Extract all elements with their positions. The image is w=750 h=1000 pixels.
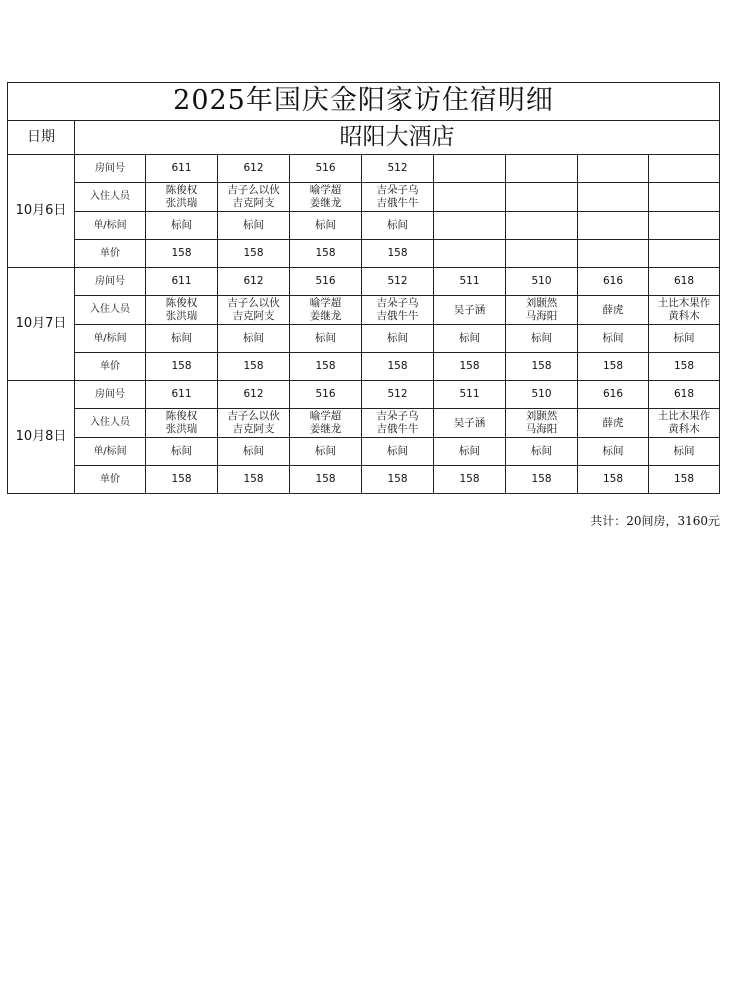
guest-name: 吉俄牛牛 (376, 423, 419, 435)
guest-names-cell (434, 409, 506, 438)
guest-names-cell (506, 409, 578, 438)
room-number-cell: 611 (146, 155, 218, 183)
room-type-cell: 标间 (434, 438, 506, 466)
room-type-row (8, 212, 720, 240)
guest-name: 姜继龙 (309, 197, 342, 209)
price-cell: 158 (290, 353, 362, 381)
day-date: 10月8日 (8, 381, 75, 494)
room-type-cell: 标间 (578, 438, 649, 466)
price-cell: 158 (146, 466, 218, 494)
guest-names-cell (434, 296, 506, 325)
room-number-row (8, 268, 720, 296)
room-type-cell: 标间 (434, 325, 506, 353)
guests-row (8, 183, 720, 212)
guest-name: 陈俊权 (165, 410, 198, 423)
guest-names-cell (146, 183, 218, 212)
row-label: 房间号 (75, 155, 146, 183)
room-type-cell: 标间 (578, 325, 649, 353)
price-cell: 158 (290, 240, 362, 268)
guest-name: 土比木果作 (657, 410, 711, 423)
room-number-cell (649, 155, 720, 183)
guest-name: 吉子么以伙 (227, 297, 280, 310)
guest-names-cell (290, 409, 362, 438)
room-number-cell (506, 155, 578, 183)
room-type-cell (434, 212, 506, 240)
room-number-cell: 512 (362, 381, 434, 409)
guest-names-cell (362, 183, 434, 212)
price-row (8, 353, 720, 381)
room-type-cell: 标间 (146, 325, 218, 353)
room-number-cell: 510 (506, 268, 578, 296)
day-date: 10月7日 (8, 268, 75, 381)
guest-name: 吉克阿支 (232, 423, 275, 435)
room-number-cell: 612 (218, 268, 290, 296)
room-number-cell (434, 155, 506, 183)
room-type-cell: 标间 (649, 438, 720, 466)
guest-name: 张洪瑞 (165, 310, 198, 322)
price-cell: 158 (506, 466, 578, 494)
guest-name: 马海阳 (525, 310, 558, 322)
guest-name: 薛虎 (602, 416, 624, 429)
guest-name: 喻学超 (309, 410, 342, 423)
row-label: 房间号 (75, 381, 146, 409)
row-label: 单/标间 (75, 212, 146, 240)
guest-name: 陈俊权 (165, 297, 198, 310)
guest-name: 张洪瑞 (165, 423, 198, 435)
guest-name: 吉克阿支 (232, 197, 275, 209)
guest-name: 薛虎 (602, 303, 624, 316)
guest-name: 马海阳 (525, 423, 558, 435)
guest-name: 吴子涵 (453, 303, 486, 316)
guest-name: 张洪瑞 (165, 197, 198, 209)
price-cell: 158 (434, 353, 506, 381)
guest-name: 黄科木 (668, 423, 700, 435)
guest-name: 刘颢然 (525, 297, 558, 310)
guest-names-cell (578, 409, 649, 438)
room-type-cell: 标间 (362, 325, 434, 353)
guest-name: 吉克阿支 (232, 310, 275, 322)
guest-names-cell (290, 183, 362, 212)
day-date: 10月6日 (8, 155, 75, 268)
guest-name: 黄科木 (668, 310, 700, 322)
room-number-cell: 611 (146, 381, 218, 409)
room-type-cell (649, 212, 720, 240)
price-cell: 158 (218, 240, 290, 268)
room-number-cell (578, 155, 649, 183)
hotel-name: 昭阳大酒店 (75, 121, 720, 155)
price-cell: 158 (362, 353, 434, 381)
guests-row (8, 296, 720, 325)
room-number-cell: 611 (146, 268, 218, 296)
guest-names-cell (649, 409, 720, 438)
row-label: 单/标间 (75, 325, 146, 353)
room-type-row (8, 325, 720, 353)
price-cell: 158 (362, 466, 434, 494)
guest-names-cell (578, 296, 649, 325)
room-type-cell: 标间 (146, 212, 218, 240)
guest-names-cell (649, 183, 720, 212)
room-type-cell: 标间 (218, 438, 290, 466)
guest-name: 吉朵子乌 (376, 410, 419, 423)
guest-name: 吉朵子乌 (376, 184, 419, 197)
room-type-cell: 标间 (649, 325, 720, 353)
guest-names-cell (578, 183, 649, 212)
price-cell: 158 (506, 353, 578, 381)
price-cell: 158 (146, 353, 218, 381)
price-cell (649, 240, 720, 268)
price-cell: 158 (218, 466, 290, 494)
price-cell (578, 240, 649, 268)
guest-names-cell (290, 296, 362, 325)
price-cell: 158 (578, 466, 649, 494)
price-cell: 158 (290, 466, 362, 494)
room-number-cell: 618 (649, 268, 720, 296)
room-type-cell (506, 212, 578, 240)
room-number-cell: 516 (290, 268, 362, 296)
guest-name: 姜继龙 (309, 423, 342, 435)
price-cell (434, 240, 506, 268)
guest-name: 陈俊权 (165, 184, 198, 197)
room-number-cell: 516 (290, 381, 362, 409)
guest-names-cell (146, 296, 218, 325)
row-label: 单价 (75, 353, 146, 381)
room-type-cell: 标间 (362, 438, 434, 466)
room-number-row (8, 381, 720, 409)
room-number-cell: 612 (218, 155, 290, 183)
room-number-cell: 510 (506, 381, 578, 409)
room-number-cell: 616 (578, 268, 649, 296)
price-cell: 158 (578, 353, 649, 381)
price-cell: 158 (649, 353, 720, 381)
row-label: 入住人员 (75, 409, 146, 438)
price-cell: 158 (434, 466, 506, 494)
room-number-cell: 516 (290, 155, 362, 183)
guest-names-cell (218, 183, 290, 212)
room-type-cell: 标间 (506, 325, 578, 353)
guest-names-cell (362, 296, 434, 325)
room-number-cell: 511 (434, 381, 506, 409)
room-number-cell: 512 (362, 155, 434, 183)
room-type-cell: 标间 (362, 212, 434, 240)
price-row (8, 240, 720, 268)
guest-name: 刘颢然 (525, 410, 558, 423)
lodging-table (7, 82, 720, 494)
room-type-cell: 标间 (218, 325, 290, 353)
row-label: 单价 (75, 240, 146, 268)
guest-names-cell (649, 296, 720, 325)
row-label: 单价 (75, 466, 146, 494)
guest-names-cell (506, 183, 578, 212)
room-number-cell: 512 (362, 268, 434, 296)
guest-name: 吴子涵 (453, 416, 486, 429)
row-label: 单/标间 (75, 438, 146, 466)
guest-names-cell (506, 296, 578, 325)
guests-row (8, 409, 720, 438)
room-type-cell: 标间 (290, 438, 362, 466)
room-type-row (8, 438, 720, 466)
room-number-row (8, 155, 720, 183)
room-number-cell: 616 (578, 381, 649, 409)
room-number-cell: 618 (649, 381, 720, 409)
page-title: 2025年国庆金阳家访住宿明细 (8, 83, 720, 121)
guest-names-cell (434, 183, 506, 212)
guest-name: 喻学超 (309, 297, 342, 310)
guest-name: 吉朵子乌 (376, 297, 419, 310)
guest-name: 吉子么以伙 (227, 184, 280, 197)
date-column-header: 日期 (8, 121, 75, 155)
price-cell: 158 (362, 240, 434, 268)
row-label: 入住人员 (75, 183, 146, 212)
room-number-cell: 612 (218, 381, 290, 409)
guest-names-cell (362, 409, 434, 438)
room-type-cell: 标间 (146, 438, 218, 466)
guest-names-cell (146, 409, 218, 438)
price-cell: 158 (218, 353, 290, 381)
total-summary: 共计：20间房，3160元 (590, 514, 720, 528)
room-type-cell: 标间 (290, 325, 362, 353)
guest-name: 喻学超 (309, 184, 342, 197)
guest-name: 姜继龙 (309, 310, 342, 322)
guest-names-cell (218, 409, 290, 438)
row-label: 入住人员 (75, 296, 146, 325)
room-type-cell: 标间 (506, 438, 578, 466)
price-cell: 158 (649, 466, 720, 494)
price-cell: 158 (146, 240, 218, 268)
guest-name: 吉子么以伙 (227, 410, 280, 423)
price-cell (506, 240, 578, 268)
room-type-cell: 标间 (218, 212, 290, 240)
guest-name: 吉俄牛牛 (376, 197, 419, 209)
guest-names-cell (218, 296, 290, 325)
guest-name: 吉俄牛牛 (376, 310, 419, 322)
row-label: 房间号 (75, 268, 146, 296)
room-type-cell: 标间 (290, 212, 362, 240)
room-type-cell (578, 212, 649, 240)
price-row (8, 466, 720, 494)
guest-name: 土比木果作 (657, 297, 711, 310)
room-number-cell: 511 (434, 268, 506, 296)
